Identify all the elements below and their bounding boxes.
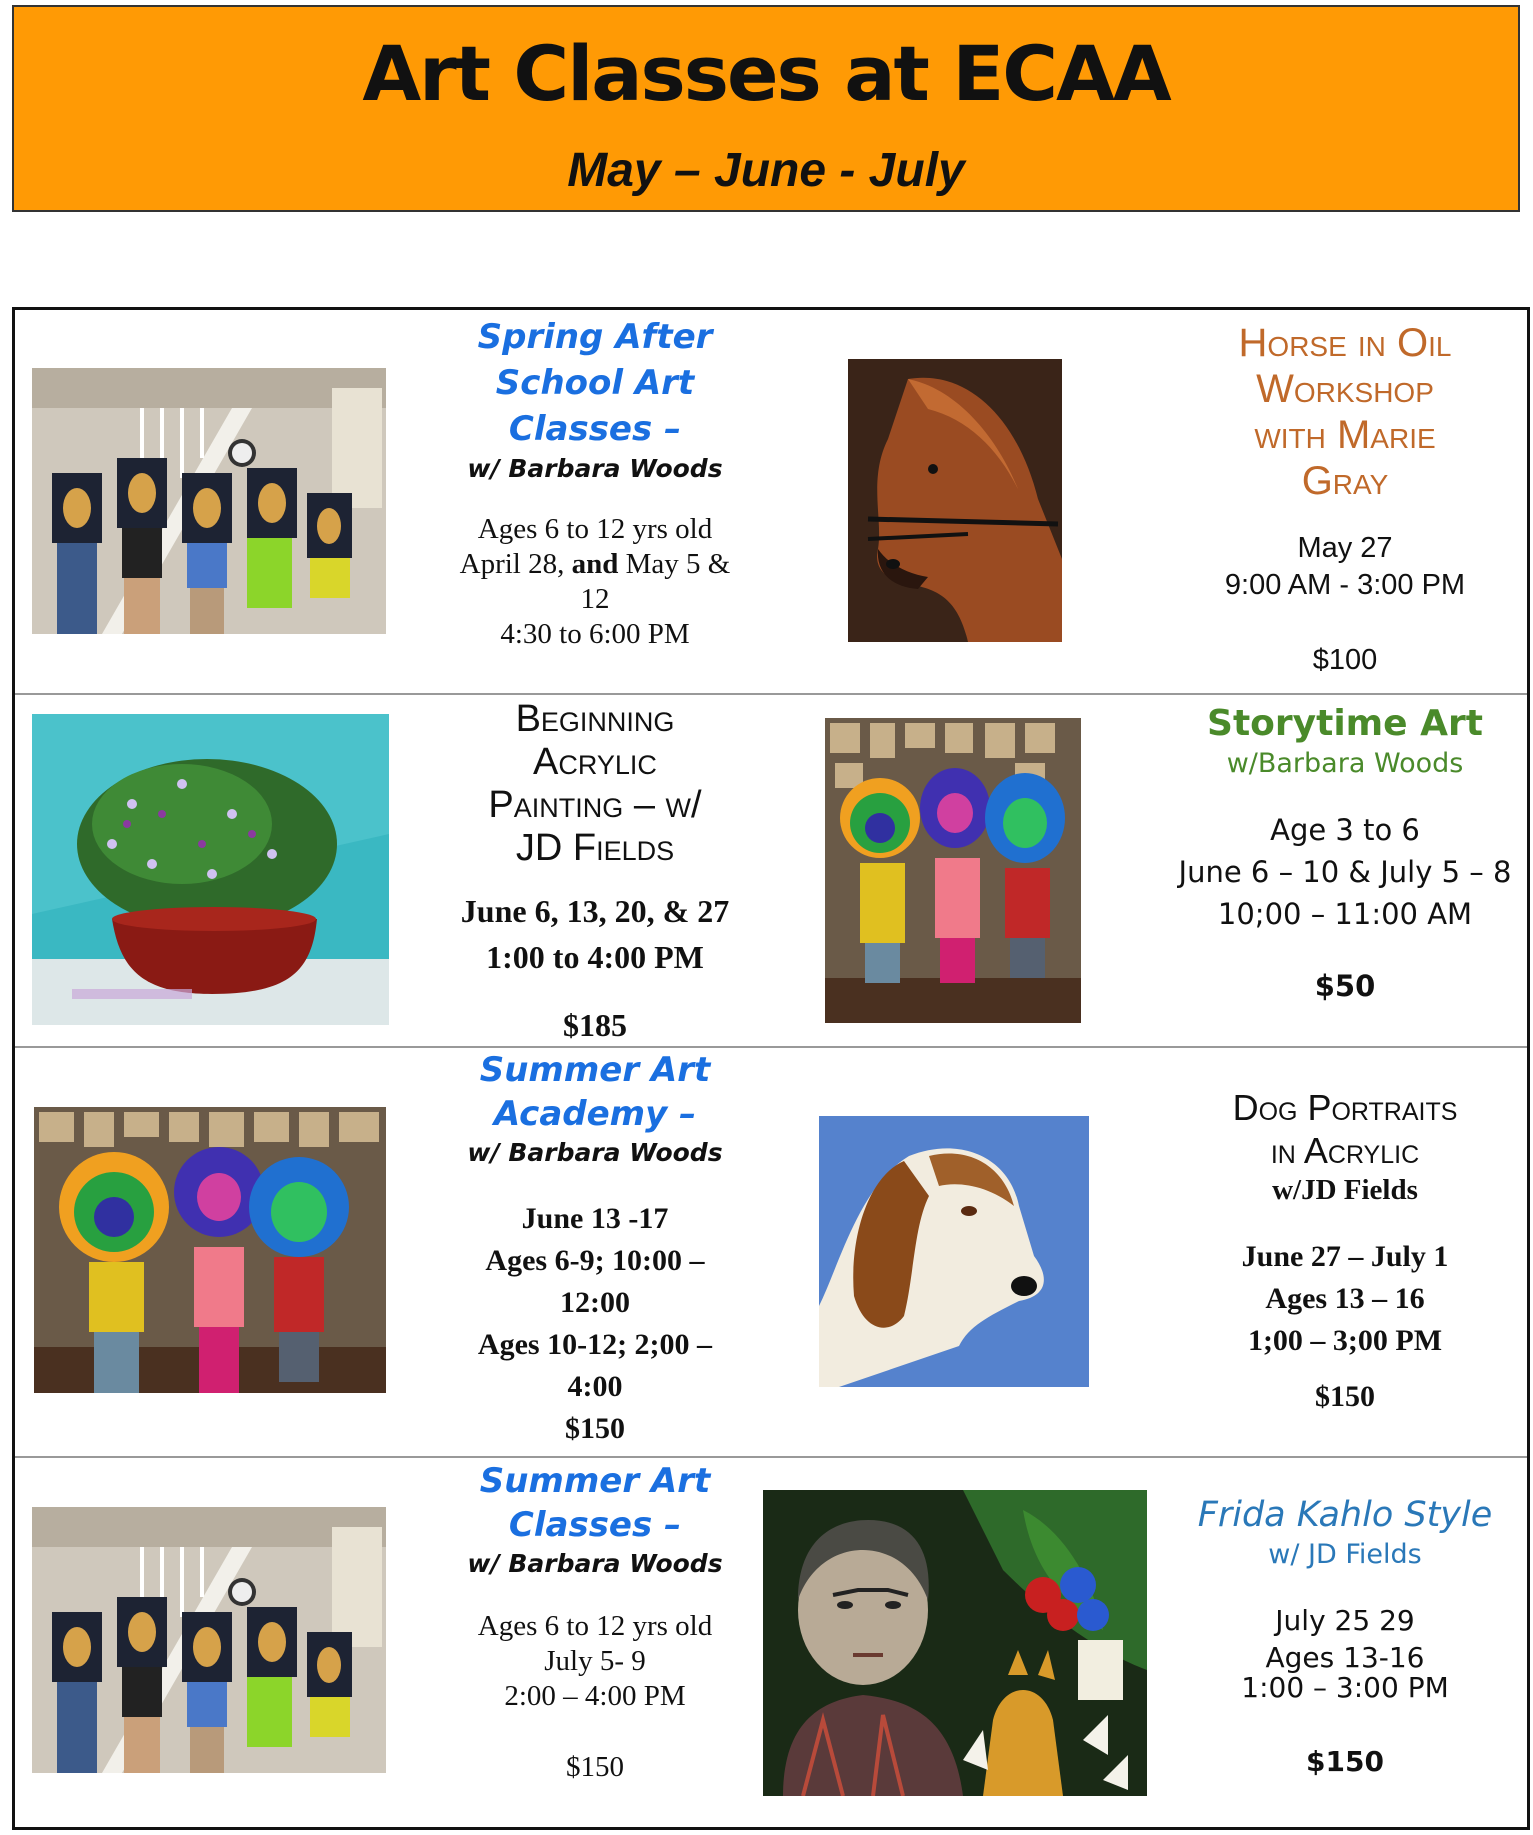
class-title: Acrylic [533,741,657,783]
class-spring-after-school [410,310,780,652]
class-title: Classes – [508,1505,682,1545]
class-detail: Ages 6 to 12 yrs old [477,513,713,545]
class-dog-portraits [1180,1086,1510,1418]
class-instructor: w/ JD Fields [1268,1539,1422,1570]
class-title: Summer Art [479,1050,711,1090]
class-detail: June 6, 13, 20, & 27 [460,893,730,929]
class-price: $150 [565,1412,625,1445]
class-price: $100 [1312,644,1378,676]
class-price: $150 [566,1751,624,1783]
flower-pot-painting [32,714,389,1025]
page-title: Art Classes at ECAA [362,29,1170,118]
class-detail: 2:00 – 4:00 PM [504,1680,686,1712]
class-title: with Marie [1254,413,1436,457]
class-detail: June 27 – July 1 [1241,1240,1449,1273]
mask-kids-photo [34,1107,386,1393]
row-divider [15,1456,1527,1458]
class-price: $150 [1315,1380,1375,1413]
class-detail: May 27 [1297,532,1393,564]
class-beginning-acrylic [410,698,780,1046]
owl-class-photo [32,368,386,634]
owl-class-photo [32,1507,386,1773]
class-detail: Ages 6-9; 10:00 – [485,1244,705,1277]
class-title: JD Fields [515,827,675,869]
row-divider [15,693,1527,695]
class-detail: Ages 13 – 16 [1265,1282,1425,1315]
class-detail: June 6 – 10 & July 5 – 8 [1178,855,1512,889]
class-grid [12,307,1530,1830]
class-instructor: w/ Barbara Woods [467,454,723,483]
page-subtitle: May – June - July [567,144,965,197]
class-detail: April 28, and May 5 & [459,548,731,580]
class-frida-kahlo-style [1180,1493,1510,1778]
class-title: Beginning [515,698,675,740]
class-instructor: w/ Barbara Woods [467,1549,723,1578]
class-price: $50 [1314,969,1376,1003]
horse-painting [848,359,1062,642]
class-detail: 12:00 [560,1286,630,1319]
class-horse-in-oil [1180,320,1510,679]
class-title: Workshop [1256,367,1434,411]
class-detail: 10;00 – 11:00 AM [1217,897,1473,931]
class-detail: June 13 -17 [521,1202,669,1235]
class-title: Painting – w/ [488,784,702,826]
class-instructor: w/ Barbara Woods [467,1138,723,1167]
class-detail: Ages 13-16 [1265,1641,1425,1674]
class-instructor: w/Barbara Woods [1226,748,1464,779]
class-title: Academy – [493,1094,697,1134]
class-detail: July 5- 9 [544,1645,646,1677]
class-price: $185 [563,1007,627,1043]
class-detail: 1;00 – 3;00 PM [1247,1324,1443,1357]
class-summer-art-academy [410,1048,780,1450]
class-detail: 1:00 – 3:00 PM [1241,1671,1449,1704]
class-detail: 12 [580,583,610,615]
class-detail: Age 3 to 6 [1270,813,1420,847]
class-detail: 4:30 to 6:00 PM [500,618,690,650]
class-detail: Ages 6 to 12 yrs old [477,1610,713,1642]
class-title: School Art [495,363,695,403]
class-title: Classes – [508,409,682,449]
class-title: Dog Portraits [1232,1087,1458,1128]
class-title: Horse in Oil [1238,321,1452,365]
class-detail: 4:00 [567,1370,623,1403]
class-detail: 1:00 to 4:00 PM [486,939,704,975]
class-title: Spring After [477,317,713,357]
class-summer-art-classes [410,1459,780,1785]
basset-dog-painting [819,1116,1089,1387]
class-detail: July 25 29 [1275,1604,1415,1637]
class-price: $150 [1306,1745,1384,1778]
class-storytime-art [1170,701,1520,1003]
class-title: Frida Kahlo Style [1197,1495,1493,1535]
class-instructor: w/JD Fields [1272,1174,1418,1206]
header-banner [12,5,1520,212]
class-detail: Ages 10-12; 2;00 – [477,1328,713,1361]
frida-kahlo-painting [763,1490,1147,1796]
class-detail: 9:00 AM - 3:00 PM [1224,569,1466,601]
class-title: in Acrylic [1270,1130,1420,1171]
mask-kids-photo [825,718,1081,1023]
class-title: Gray [1301,459,1389,503]
class-title: Summer Art [479,1461,711,1501]
class-title: Storytime Art [1207,703,1483,744]
